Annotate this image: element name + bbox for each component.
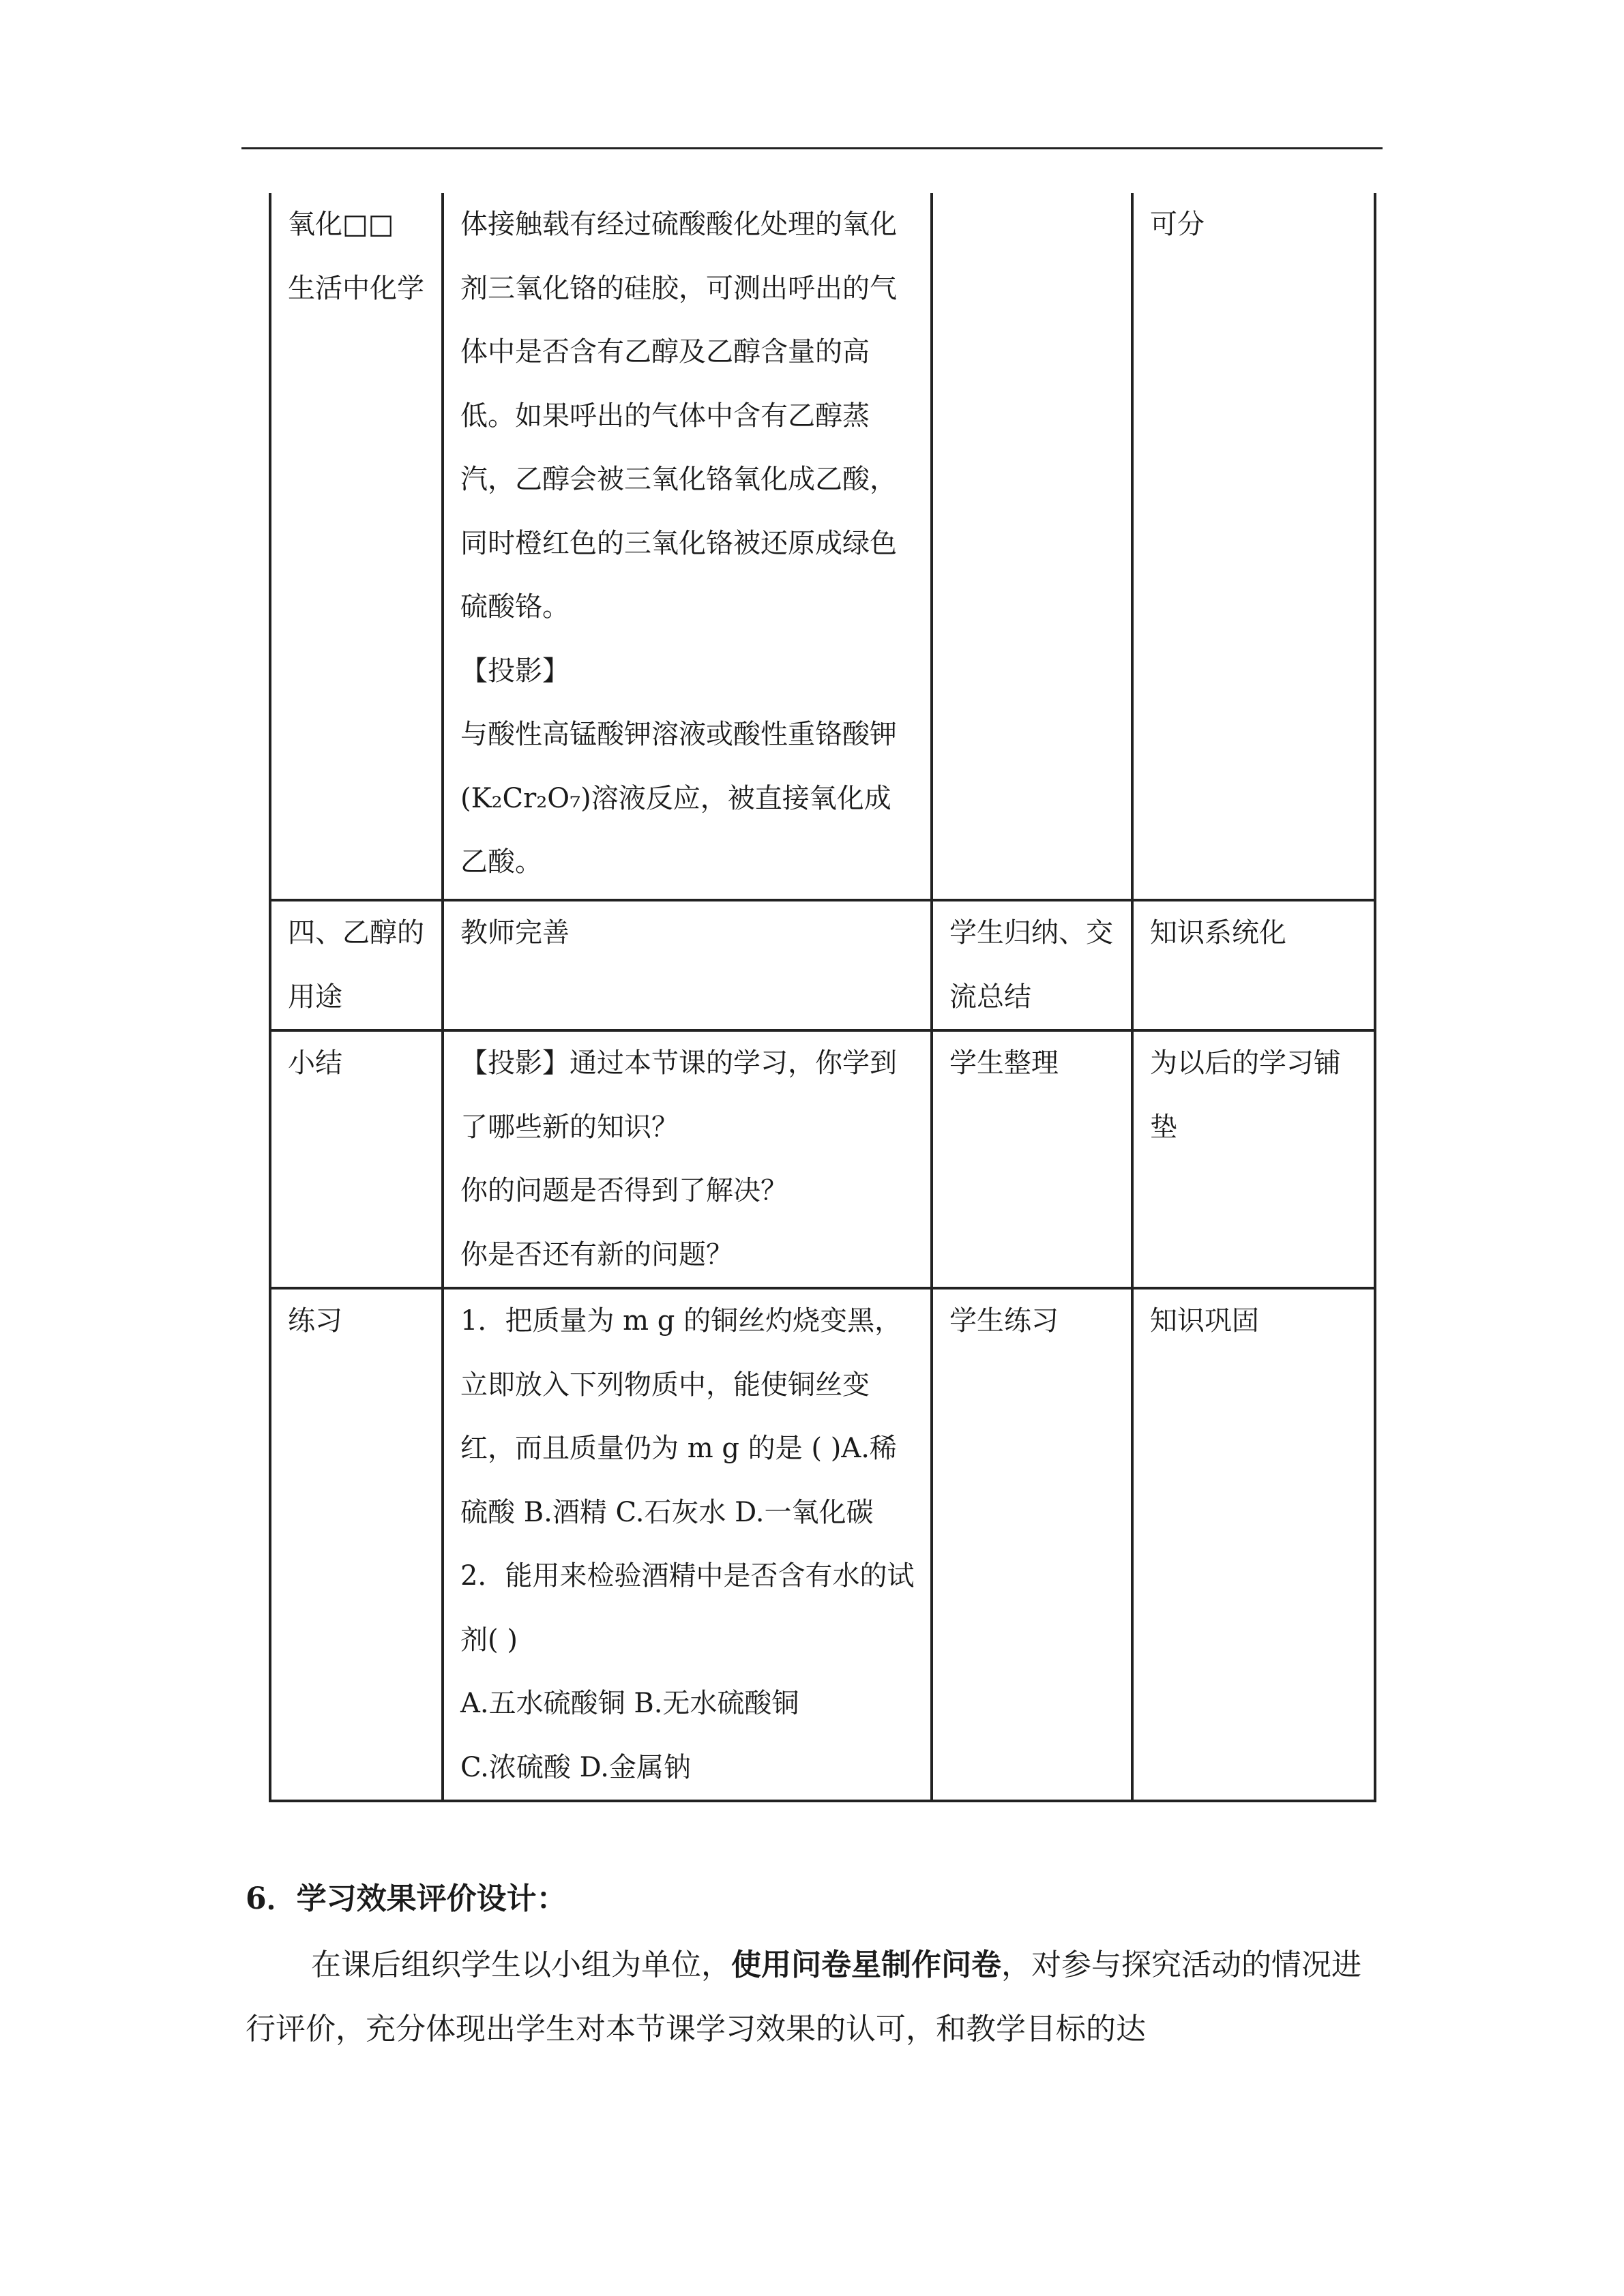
table-cell-intent — [1132, 900, 1375, 1030]
table-cell-student — [932, 900, 1132, 1030]
cell-text: 2．能用来检验酒精中是否含有水的试剂( ) — [460, 1560, 915, 1656]
cell-text: A.五水硫酸铜 B.无水硫酸铜 — [460, 1688, 799, 1719]
table-cell-student — [932, 193, 1132, 900]
table-cell-teacher — [443, 193, 932, 900]
section-heading: 6．学习效果评价设计： — [246, 1881, 567, 1916]
page-header-rule — [241, 147, 1383, 149]
cell-text: 四、乙醇的用途 — [288, 917, 424, 1013]
cell-text: 体接触载有经过硫酸酸化处理的氧化剂三氧化铬的硅胶，可测出呼出的气体中是否含有乙醇及乙醇含量的高低。如果呼出的气体中含有乙醇蒸汽，乙醇会被三氧化铬氧化成乙酸，同时橙红色的三氧化铬被还原成绿色硫酸铬。 — [460, 209, 897, 623]
table-row — [270, 1288, 1375, 1801]
table-row — [270, 1030, 1375, 1288]
cell-text: 你的问题是否得到了解决？ — [460, 1175, 788, 1206]
cell-text: 学生练习 — [949, 1305, 1059, 1337]
cell-text: 知识系统化 — [1150, 917, 1286, 949]
cell-text: 1．把质量为 m g 的铜丝灼烧变黑，立即放入下列物质中，能使铜丝变红，而且质量仍为 m g 的是 ( )A.稀硫酸 B.酒精 C.石灰水 D.一氧化碳 — [460, 1305, 902, 1528]
table-cell-intent — [1132, 193, 1375, 900]
paragraph-text: ，对参与探究活动的情况进行评价，充分体现出学生对本节课学习效果的认可，和教学目标的达 — [246, 1948, 1361, 2046]
cell-text: 知识巩固 — [1150, 1305, 1259, 1337]
table-cell-student — [932, 1288, 1132, 1801]
cell-text: C.浓硫酸 D.金属钠 — [460, 1751, 691, 1783]
cell-text: 【投影】 — [460, 655, 570, 687]
cell-text: 教师完善 — [460, 917, 570, 949]
table-cell-intent — [1132, 1288, 1375, 1801]
cell-text: 与酸性高锰酸钾溶液或酸性重铬酸钾(K₂Cr₂O₇)溶液反应，被直接氧化成乙酸。 — [460, 719, 897, 878]
table-cell-teacher — [443, 1288, 932, 1801]
cell-text: 为以后的学习铺垫 — [1150, 1047, 1341, 1143]
table-row — [270, 193, 1375, 900]
table-cell-stage — [270, 1030, 443, 1288]
cell-text: 学生整理 — [949, 1047, 1059, 1079]
table-row — [270, 900, 1375, 1030]
table-cell-teacher — [443, 1030, 932, 1288]
cell-text: 你是否还有新的问题？ — [460, 1238, 733, 1270]
table-cell-intent — [1132, 1030, 1375, 1288]
cell-text: 生活中化学 — [288, 272, 424, 304]
cell-text: 练习 — [288, 1305, 342, 1337]
cell-text: 可分 — [1150, 209, 1205, 240]
paragraph-bold-text: 使用问卷星制作问卷 — [731, 1948, 1001, 1982]
table-cell-stage — [270, 1288, 443, 1801]
lesson-table — [269, 193, 1376, 1802]
table-cell-stage — [270, 193, 443, 900]
section-paragraph — [246, 1933, 1368, 2061]
table-cell-stage — [270, 900, 443, 1030]
cell-text: 氧化□□ — [288, 209, 394, 240]
paragraph-text: 在课后组织学生以小组为单位， — [311, 1948, 731, 1982]
cell-text: 学生归纳、交流总结 — [949, 917, 1113, 1013]
cell-text: 【投影】通过本节课的学习，你学到了哪些新的知识？ — [460, 1047, 897, 1143]
table-cell-student — [932, 1030, 1132, 1288]
table-cell-teacher — [443, 900, 932, 1030]
cell-text: 小结 — [288, 1047, 342, 1079]
